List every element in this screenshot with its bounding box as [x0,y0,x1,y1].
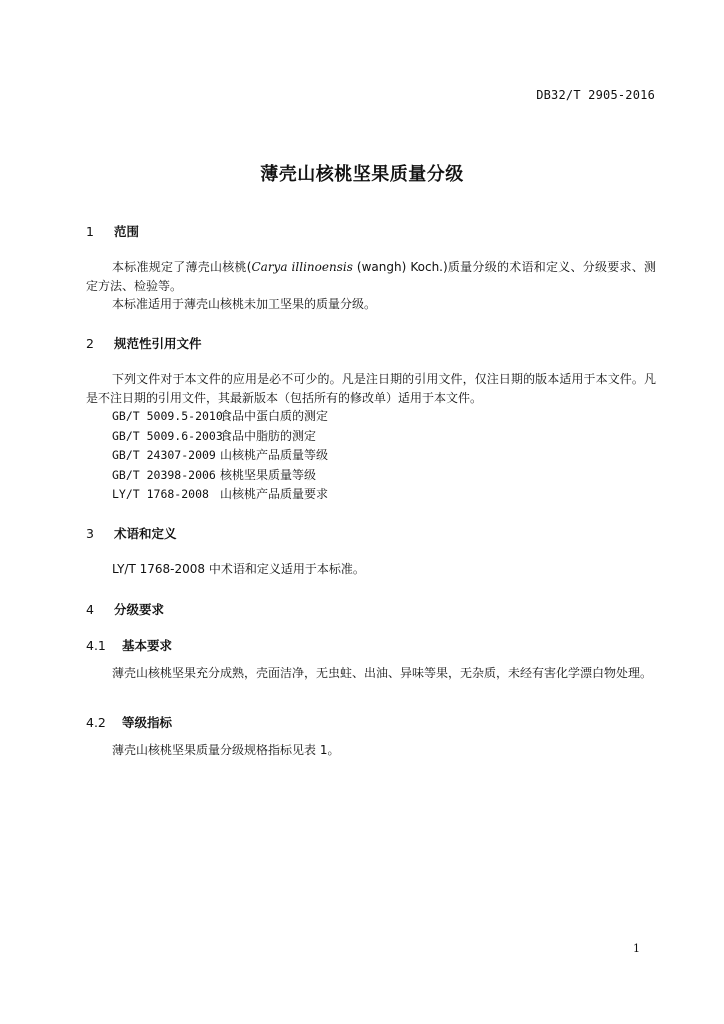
section-4-2-heading [86,713,172,731]
reference-item [112,407,328,424]
section-number: 3 [86,526,94,541]
reference-code: GB/T 24307-2009 [112,448,216,462]
section-4-heading [86,600,164,618]
section-title: 分级要求 [114,602,165,617]
section-title: 规范性引用文件 [114,336,202,351]
section-1-paragraph-2: 本标准适用于薄壳山核桃未加工坚果的质量分级。 [112,297,377,311]
section-title: 范围 [114,224,140,239]
section-number: 4.2 [86,715,106,730]
section-3-heading [86,524,177,542]
reference-item [112,446,328,463]
reference-title: 山核桃产品质量要求 [220,487,329,501]
section-4-2-paragraph: 薄壳山核桃坚果质量分级规格指标见表 1。 [112,743,340,757]
section-number: 4 [86,602,94,617]
section-title: 基本要求 [122,638,173,653]
section-2-intro: 下列文件对于本文件的应用是必不可少的。凡是注日期的引用文件，仅注日期的版本适用于本文件。凡是不注日期的引用文件，其最新版本（包括所有的修改单）适用于本文件。 [86,372,656,405]
page-number: 1 [633,942,640,955]
section-title: 等级指标 [122,715,173,730]
document-title: 薄壳山核桃坚果质量分级 [260,164,464,185]
section-2-heading [86,334,202,352]
reference-title: 山核桃产品质量等级 [220,448,329,462]
reference-item [112,485,328,502]
reference-title: 食品中脂肪的测定 [220,428,317,443]
section-number: 2 [86,336,94,351]
reference-code: GB/T 5009.5-2010 [112,409,223,423]
latin-name: Carya illinoensis [251,260,353,274]
reference-code: GB/T 20398-2006 [112,467,216,482]
section-4-1-paragraph: 薄壳山核桃坚果充分成熟，壳面洁净，无虫蛀、出油、异味等果，无杂质，未经有害化学漂白物处理。 [112,666,653,680]
section-4-1-heading [86,636,172,654]
section-1-heading [86,222,139,240]
section-title: 术语和定义 [114,526,177,541]
section-number: 4.1 [86,638,106,653]
section-3-paragraph: LY/T 1768-2008 中术语和定义适用于本标准。 [112,562,365,576]
reference-code: GB/T 5009.6-2003 [112,428,223,443]
reference-title: 食品中蛋白质的测定 [220,409,329,423]
reference-item [112,466,316,483]
text-run: (wangh) Koch.)质量分级的术语和定义、分级要求、测定方法、检验等。 [86,260,656,293]
reference-code: LY/T 1768-2008 [112,487,209,501]
reference-item [112,427,316,444]
reference-title: 核桃坚果质量等级 [220,467,317,482]
standard-code: DB32/T 2905-2016 [536,88,655,102]
text-run: 本标准规定了薄壳山核桃( [112,260,252,274]
section-1-paragraph-1 [86,258,656,295]
section-number: 1 [86,224,94,239]
